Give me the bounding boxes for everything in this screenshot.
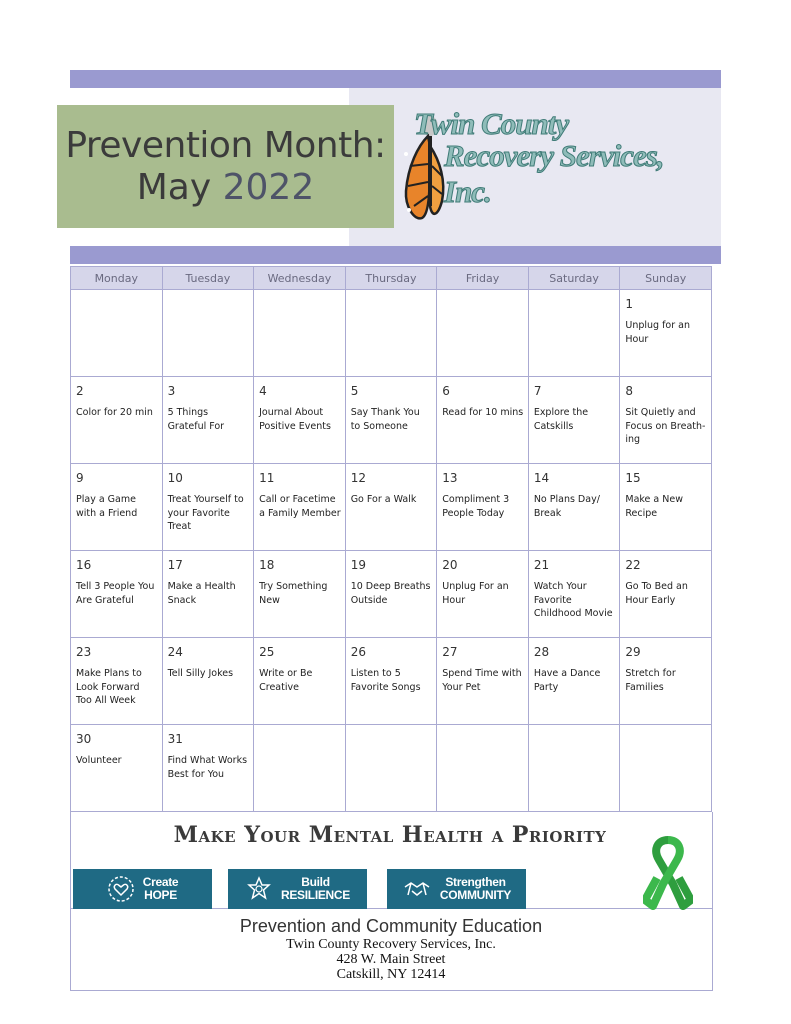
day-number: 10 <box>167 471 183 485</box>
calendar-day-cell <box>528 377 620 464</box>
day-number: 26 <box>350 645 366 659</box>
day-number: 25 <box>259 645 275 659</box>
badge-label-community: Strengthen COMMUNITY <box>439 875 512 902</box>
calendar-empty-cell <box>528 725 620 812</box>
day-activity: Say Thank You to Someone <box>350 407 420 432</box>
calendar-day-cell <box>528 638 620 725</box>
org-program-title: Prevention and Community Education <box>239 916 543 936</box>
day-number: 9 <box>76 471 84 485</box>
day-number: 20 <box>442 558 458 572</box>
day-activity: Play a Game with a Friend <box>76 494 138 519</box>
day-number: 21 <box>533 558 550 572</box>
calendar-day-cell <box>437 638 529 725</box>
logo-line2: Recovery Services, Inc. <box>444 138 664 209</box>
weekday-friday: Friday <box>437 267 529 290</box>
day-number: 24 <box>167 645 183 659</box>
calendar-day-cell <box>620 377 712 464</box>
day-activity: Make a Health Snack <box>167 581 236 606</box>
calendar-day-cell <box>162 377 254 464</box>
day-number: 12 <box>350 471 366 485</box>
weekday-tuesday: Tuesday <box>162 267 254 290</box>
slogan-heading: Make Your Mental Health a Priority <box>173 822 607 848</box>
title-month: May <box>136 166 212 208</box>
day-activity: No Plans Day/ Break <box>533 494 600 519</box>
day-activity: Spend Time with Your Pet <box>442 668 522 693</box>
day-number: 22 <box>625 558 641 572</box>
calendar-day-cell <box>71 725 163 812</box>
calendar-day-cell <box>71 551 163 638</box>
day-number: 31 <box>167 732 183 746</box>
page-subtitle <box>137 167 315 209</box>
calendar-day-cell <box>620 638 712 725</box>
calendar-day-cell <box>345 551 437 638</box>
day-number: 14 <box>533 471 550 485</box>
day-activity: Watch Your Favorite Childhood Movie <box>533 581 613 619</box>
day-number: 23 <box>76 645 92 659</box>
day-activity: Call or Facetime a Family Member <box>259 494 341 519</box>
calendar-day-cell <box>437 464 529 551</box>
day-number: 3 <box>167 384 176 398</box>
calendar-day-cell <box>162 725 254 812</box>
day-number: 7 <box>533 384 542 398</box>
calendar-day-cell <box>71 377 163 464</box>
day-activity: Write or Be Creative <box>259 668 313 693</box>
calendar-day-cell <box>345 377 437 464</box>
calendar-day-cell <box>162 551 254 638</box>
calendar-day-cell <box>254 638 346 725</box>
heart-icon <box>107 875 135 903</box>
day-activity: Journal About Positive Events <box>259 407 331 432</box>
badge-label-hope: Create HOPE <box>142 875 179 902</box>
weekday-wednesday: Wednesday <box>254 267 346 290</box>
day-activity: Find What Works Best for You <box>167 755 248 780</box>
calendar-day-cell <box>437 551 529 638</box>
calendar-week-row <box>71 464 712 551</box>
day-number: 2 <box>76 384 84 398</box>
weekday-header-row <box>71 267 712 290</box>
day-number: 4 <box>259 384 267 398</box>
calendar-week-row <box>71 551 712 638</box>
calendar-day-cell <box>437 377 529 464</box>
day-number: 13 <box>442 471 458 485</box>
calendar-empty-cell <box>620 725 712 812</box>
day-activity: Read for 10 mins <box>442 407 524 418</box>
calendar-day-cell <box>254 377 346 464</box>
star-icon <box>245 875 273 903</box>
day-activity: Make Plans to Look Forward Too All Week <box>76 668 142 706</box>
day-activity: Explore the Catskills <box>533 407 589 432</box>
day-number: 17 <box>167 558 183 572</box>
title-year: 2022 <box>222 166 315 208</box>
day-number: 29 <box>625 645 641 659</box>
day-number: 15 <box>625 471 641 485</box>
build-resilience-badge <box>228 869 367 909</box>
calendar-day-cell <box>162 464 254 551</box>
day-number: 1 <box>625 297 634 311</box>
calendar-week-row <box>71 725 712 812</box>
header-bottom-bar <box>70 246 721 264</box>
day-activity: Have a Dance Party <box>533 668 601 693</box>
title-box <box>57 105 394 228</box>
day-number: 28 <box>533 645 550 659</box>
org-city: Catskill, NY 12414 <box>336 967 446 982</box>
day-activity: Volunteer <box>76 755 122 766</box>
org-contact-block <box>70 916 712 982</box>
day-activity: Unplug For an Hour <box>442 581 509 606</box>
day-activity: Try Something New <box>259 581 328 606</box>
calendar-empty-cell <box>254 290 346 377</box>
day-number: 6 <box>442 384 450 398</box>
day-activity: Go For a Walk <box>350 494 417 505</box>
day-number: 11 <box>259 471 275 485</box>
calendar-day-cell <box>345 464 437 551</box>
day-number: 8 <box>625 384 634 398</box>
org-name: Twin County Recovery Services, Inc. <box>286 937 496 952</box>
day-number: 27 <box>442 645 458 659</box>
calendar-day-cell <box>528 464 620 551</box>
calendar-empty-cell <box>437 725 529 812</box>
day-activity: 10 Deep Breaths Outside <box>350 581 431 606</box>
calendar-week-row <box>71 638 712 725</box>
calendar-empty-cell <box>345 725 437 812</box>
day-number: 5 <box>350 384 359 398</box>
badge-label-resilience: Build RESILIENCE <box>280 875 350 902</box>
weekday-saturday: Saturday <box>528 267 620 290</box>
day-activity: 5 Things Grateful For <box>167 407 225 432</box>
calendar-day-cell <box>71 464 163 551</box>
day-number: 16 <box>76 558 92 572</box>
calendar-day-cell <box>620 290 712 377</box>
calendar-week-row <box>71 290 712 377</box>
header-top-bar <box>70 70 721 88</box>
awareness-ribbon-icon <box>643 836 693 910</box>
calendar-empty-cell <box>71 290 163 377</box>
weekday-thursday: Thursday <box>345 267 437 290</box>
day-number: 30 <box>76 732 92 746</box>
day-activity: Color for 20 min <box>76 407 153 418</box>
handshake-icon <box>402 875 432 903</box>
strengthen-community-badge <box>387 869 526 909</box>
calendar-empty-cell <box>528 290 620 377</box>
day-activity: Sit Quietly and Focus on Breath-ing <box>625 407 706 445</box>
calendar-day-cell <box>254 551 346 638</box>
day-activity: Go To Bed an Hour Early <box>625 581 688 606</box>
page-title: Prevention Month: <box>65 124 386 166</box>
day-activity: Treat Yourself to your Favorite Treat <box>167 494 244 532</box>
calendar-day-cell <box>620 551 712 638</box>
day-activity: Stretch for Families <box>625 668 676 693</box>
calendar-day-cell <box>528 551 620 638</box>
day-activity: Unplug for an Hour <box>625 320 691 345</box>
logo-line1: Twin County <box>414 106 569 141</box>
weekday-monday: Monday <box>71 267 163 290</box>
calendar-week-row <box>71 377 712 464</box>
calendar-day-cell <box>71 638 163 725</box>
calendar-empty-cell <box>254 725 346 812</box>
calendar-day-cell <box>620 464 712 551</box>
day-activity: Listen to 5 Favorite Songs <box>350 668 421 693</box>
calendar-day-cell <box>254 464 346 551</box>
day-activity: Make a New Recipe <box>625 494 683 519</box>
create-hope-badge <box>73 869 212 909</box>
calendar-day-cell <box>345 638 437 725</box>
calendar-day-cell <box>162 638 254 725</box>
day-activity: Compliment 3 People Today <box>442 494 510 519</box>
calendar-empty-cell <box>345 290 437 377</box>
day-number: 18 <box>259 558 275 572</box>
weekday-sunday: Sunday <box>620 267 712 290</box>
org-logo <box>400 106 710 226</box>
org-address: 428 W. Main Street <box>336 952 446 967</box>
calendar-empty-cell <box>437 290 529 377</box>
calendar-empty-cell <box>162 290 254 377</box>
day-number: 19 <box>350 558 366 572</box>
calendar-table <box>70 266 712 812</box>
day-activity: Tell Silly Jokes <box>167 668 234 679</box>
day-activity: Tell 3 People You Are Grateful <box>76 581 155 606</box>
